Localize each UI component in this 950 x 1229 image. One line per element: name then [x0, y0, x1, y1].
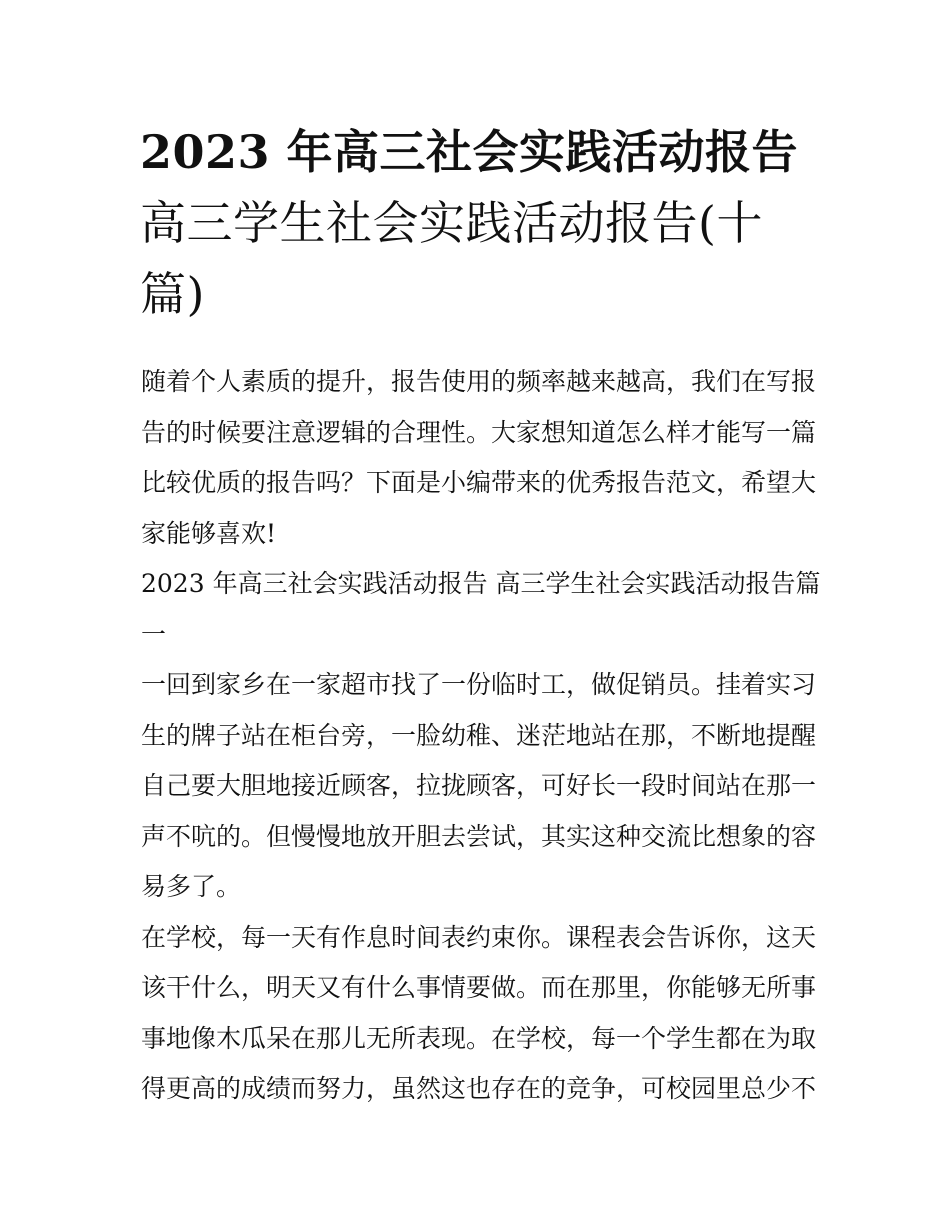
- text-line: 在学校，每一天有作息时间表约束你。课程表会告诉你，这天: [141, 922, 817, 952]
- text-line: 该干什么，明天又有什么事情要做。而在那里，你能够无所事: [141, 973, 817, 1002]
- body-paragraph: [141, 660, 821, 913]
- text-line: 2023 年高三社会实践活动报告 高三学生社会实践活动报告篇: [141, 569, 821, 598]
- text-line: 自己要大胆地接近顾客，拉拢顾客，可好长一段时间站在那一: [141, 771, 817, 800]
- text-line: 易多了。: [141, 872, 242, 901]
- text-line: 随着个人素质的提升，报告使用的频率越来越高，我们在写报: [141, 367, 817, 396]
- text-line: 生的牌子站在柜台旁，一脸幼稚、迷茫地站在那，不断地提醒: [141, 720, 817, 750]
- intro-paragraph: [141, 357, 821, 559]
- text-line: 家能够喜欢!: [141, 518, 277, 548]
- body-paragraph: [141, 913, 821, 1115]
- text-line: 一: [141, 619, 167, 649]
- document-title: [140, 117, 820, 330]
- title-line: 高三学生社会实践活动报告(十: [140, 196, 763, 250]
- text-line: 声不吭的。但慢慢地放开胆去尝试，其实这种交流比想象的容: [141, 821, 817, 851]
- title-line: 2023 年高三社会实践活动报告: [140, 125, 799, 179]
- title-line: 篇): [140, 267, 205, 321]
- text-line: 得更高的成绩而努力，虽然这也存在的竞争，可校园里总少不: [141, 1074, 817, 1103]
- text-line: 比较优质的报告吗？下面是小编带来的优秀报告范文，希望大: [141, 468, 817, 497]
- document-body: [141, 357, 821, 1115]
- section-heading: [141, 559, 821, 660]
- text-line: 告的时候要注意逻辑的合理性。大家想知道怎么样才能写一篇: [141, 417, 817, 447]
- text-line: 一回到家乡在一家超市找了一份临时工，做促销员。挂着实习: [141, 670, 817, 699]
- text-line: 事地像木瓜呆在那儿无所表现。在学校，每一个学生都在为取: [141, 1023, 817, 1053]
